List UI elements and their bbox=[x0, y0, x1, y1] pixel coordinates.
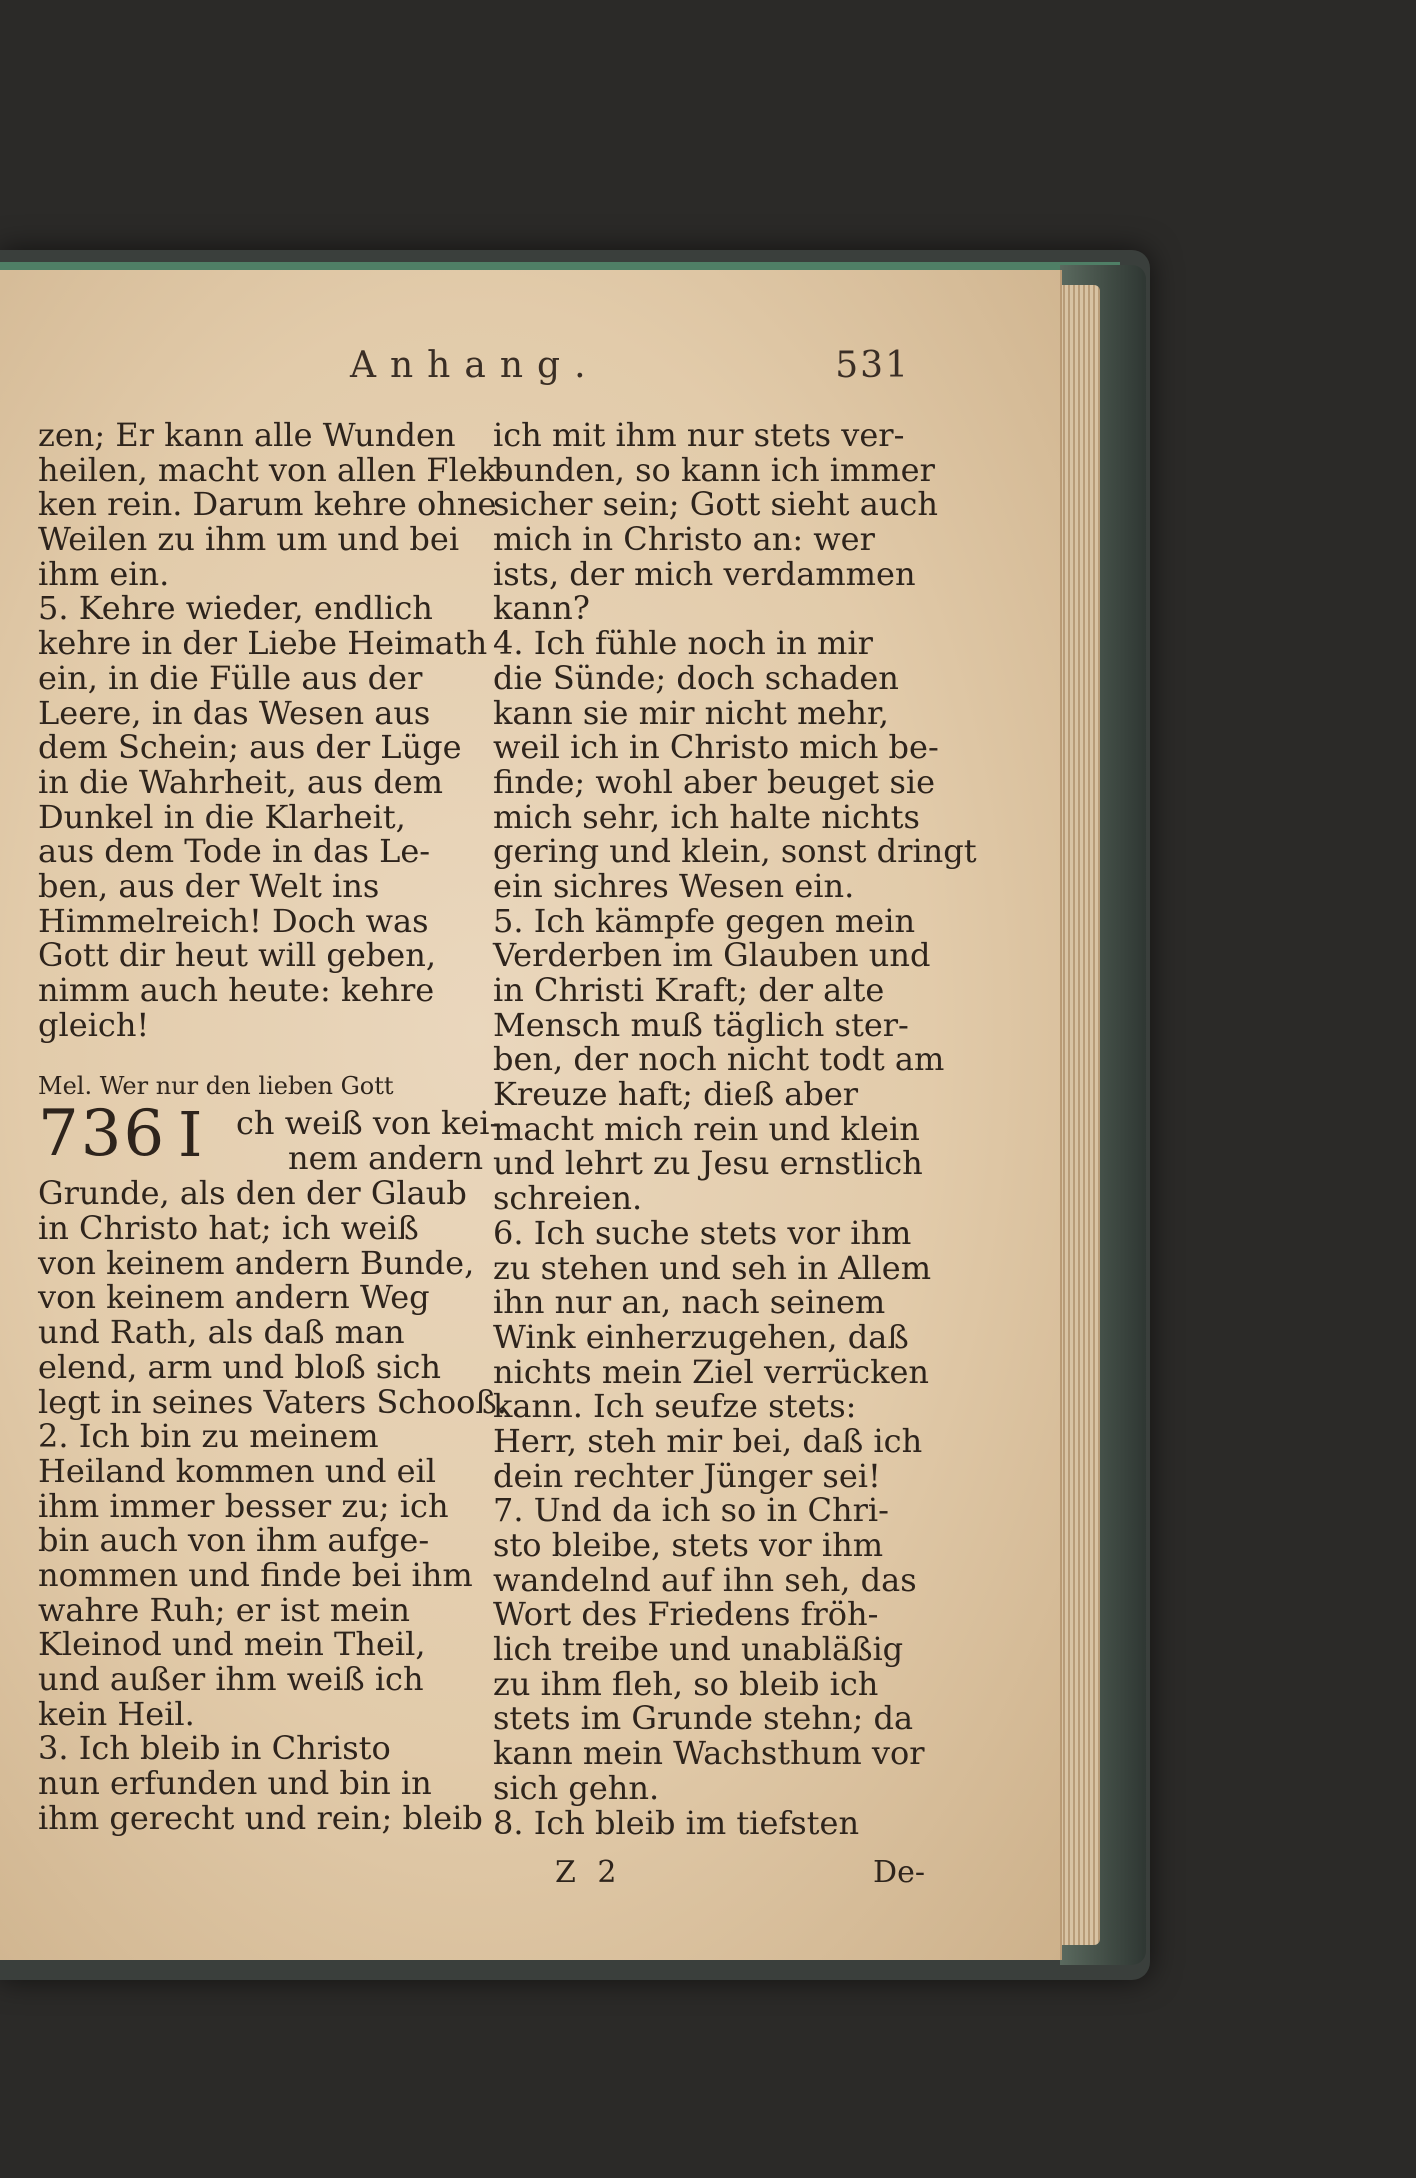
hymn-first-line: ch weiß von kei- bbox=[236, 1104, 501, 1143]
text-line: kann? bbox=[493, 589, 590, 628]
text-line: mich in Christo an: wer bbox=[493, 520, 875, 559]
drop-capital: I bbox=[178, 1098, 203, 1172]
text-line: lich treibe und unabläßig bbox=[493, 1630, 904, 1669]
text-line: 8. Ich bleib im tiefsten bbox=[493, 1803, 860, 1842]
catchword: De- bbox=[873, 1855, 925, 1890]
page-header bbox=[350, 345, 910, 395]
text-line: schreien. bbox=[493, 1179, 643, 1218]
text-line: macht mich rein und klein bbox=[493, 1109, 920, 1148]
text-line: von keinem andern Weg bbox=[38, 1278, 430, 1317]
running-title: Anhang. bbox=[350, 345, 600, 386]
text-line: mich sehr, ich halte nichts bbox=[493, 797, 920, 836]
text-line: bin auch von ihm aufge- bbox=[38, 1521, 430, 1560]
text-line: zen; Er kann alle Wunden bbox=[38, 416, 456, 454]
text-line: dem Schein; aus der Lüge bbox=[38, 728, 462, 767]
text-line: kann sie mir nicht mehr, bbox=[493, 693, 889, 732]
text-line: ein, in die Fülle aus der bbox=[38, 658, 423, 697]
text-line: kann mein Wachsthum vor bbox=[493, 1734, 925, 1773]
text-line: nimm auch heute: kehre bbox=[38, 971, 435, 1009]
text-line: ihn nur an, nach seinem bbox=[493, 1283, 886, 1322]
text-line: nichts mein Ziel verrücken bbox=[493, 1352, 930, 1391]
hymn-heading bbox=[38, 1097, 501, 1178]
text-line: zu stehen und seh in Allem bbox=[493, 1248, 932, 1287]
text-line: 5. Kehre wieder, endlich bbox=[38, 589, 433, 628]
text-line: die Sünde; doch schaden bbox=[493, 658, 899, 697]
text-line: kehre in der Liebe Heimath bbox=[38, 624, 488, 663]
text-line: sicher sein; Gott sieht auch bbox=[493, 485, 938, 524]
text-line: ich mit ihm nur stets ver- bbox=[493, 416, 905, 454]
text-line: wahre Ruh; er ist mein bbox=[38, 1590, 410, 1629]
text-line: sich gehn. bbox=[493, 1768, 660, 1807]
right-column-text bbox=[493, 416, 977, 1842]
text-line: ihm immer besser zu; ich bbox=[38, 1486, 449, 1525]
text-line: Wink einherzugehen, daß bbox=[493, 1317, 909, 1356]
text-line: 4. Ich fühle noch in mir bbox=[493, 624, 873, 663]
text-line: bunden, so kann ich immer bbox=[493, 450, 935, 489]
text-line: und außer ihm weiß ich bbox=[38, 1660, 424, 1698]
page-number: 531 bbox=[835, 345, 910, 386]
text-line: Herr, steh mir bei, daß ich bbox=[493, 1421, 923, 1460]
signature-mark: Z 2 bbox=[555, 1855, 623, 1890]
text-line: Dunkel in die Klarheit, bbox=[38, 797, 406, 836]
text-line: 5. Ich kämpfe gegen mein bbox=[493, 901, 916, 940]
text-line: gering und klein, sonst dringt bbox=[493, 832, 977, 871]
page-footer bbox=[555, 1855, 925, 1895]
left-column-top-text bbox=[38, 416, 508, 1044]
left-column bbox=[38, 416, 508, 1837]
text-line: und Rath, als daß man bbox=[38, 1313, 405, 1352]
text-line: 2. Ich bin zu meinem bbox=[38, 1417, 379, 1456]
text-line: ken rein. Darum kehre ohne bbox=[38, 485, 497, 524]
text-line: aus dem Tode in das Le- bbox=[38, 832, 431, 871]
text-line: Leere, in das Wesen aus bbox=[38, 693, 431, 732]
text-line: Gott dir heut will geben, bbox=[38, 936, 436, 975]
text-line: nun erfunden und bin in bbox=[38, 1764, 432, 1803]
text-line: Heiland kommen und eil bbox=[38, 1451, 436, 1490]
text-line: sto bleibe, stets vor ihm bbox=[493, 1526, 884, 1564]
text-line: in die Wahrheit, aus dem bbox=[38, 762, 443, 801]
hymn-second-line: nem andern bbox=[288, 1139, 484, 1178]
hymn-number: 736 bbox=[38, 1097, 167, 1172]
text-line: Verderben im Glauben und bbox=[493, 936, 931, 975]
text-line: nommen und finde bei ihm bbox=[38, 1555, 473, 1594]
left-column-bottom-text bbox=[38, 1174, 507, 1837]
text-line: wandelnd auf ihn seh, das bbox=[493, 1560, 917, 1599]
text-line: stets im Grunde stehn; da bbox=[493, 1699, 914, 1738]
text-line: legt in seines Vaters Schooß. bbox=[38, 1382, 507, 1421]
text-line: 7. Und da ich so in Chri- bbox=[493, 1491, 889, 1530]
text-line: und lehrt zu Jesu ernstlich bbox=[493, 1144, 923, 1183]
text-line: ists, der mich verdammen bbox=[493, 554, 916, 593]
text-line: 3. Ich bleib in Christo bbox=[38, 1729, 391, 1768]
text-line: dein rechter Jünger sei! bbox=[493, 1456, 881, 1495]
text-line: elend, arm und bloß sich bbox=[38, 1347, 442, 1386]
text-line: von keinem andern Bunde, bbox=[38, 1243, 475, 1282]
text-line: zu ihm fleh, so bleib ich bbox=[493, 1664, 879, 1703]
text-line: gleich! bbox=[38, 1005, 150, 1044]
text-line: ben, der noch nicht todt am bbox=[493, 1040, 945, 1079]
text-line: heilen, macht von allen Flek- bbox=[38, 450, 508, 489]
text-line: ben, aus der Welt ins bbox=[38, 866, 380, 905]
melody-line: Mel. Wer nur den lieben Gott bbox=[38, 1072, 394, 1101]
text-line: kein Heil. bbox=[38, 1694, 195, 1733]
text-line: Grunde, als den der Glaub bbox=[38, 1174, 467, 1213]
right-column bbox=[493, 416, 977, 1842]
text-line: Wort des Friedens fröh- bbox=[493, 1595, 879, 1634]
text-line: 6. Ich suche stets vor ihm bbox=[493, 1213, 912, 1252]
text-line: in Christo hat; ich weiß bbox=[38, 1209, 419, 1248]
text-line: finde; wohl aber beuget sie bbox=[493, 762, 936, 801]
text-line: ihm ein. bbox=[38, 554, 170, 593]
text-line: kann. Ich seufze stets: bbox=[493, 1387, 857, 1426]
text-line: ihm gerecht und rein; bleib bbox=[38, 1798, 483, 1837]
text-line: ein sichres Wesen ein. bbox=[493, 866, 855, 905]
text-line: Kreuze haft; dieß aber bbox=[493, 1075, 859, 1114]
text-line: Kleinod und mein Theil, bbox=[38, 1625, 426, 1664]
text-line: weil ich in Christo mich be- bbox=[493, 728, 939, 767]
text-line: Mensch muß täglich ster- bbox=[493, 1005, 909, 1044]
text-line: in Christi Kraft; der alte bbox=[493, 971, 885, 1009]
text-line: Himmelreich! Doch was bbox=[38, 901, 429, 940]
text-line: Weilen zu ihm um und bei bbox=[38, 520, 460, 559]
